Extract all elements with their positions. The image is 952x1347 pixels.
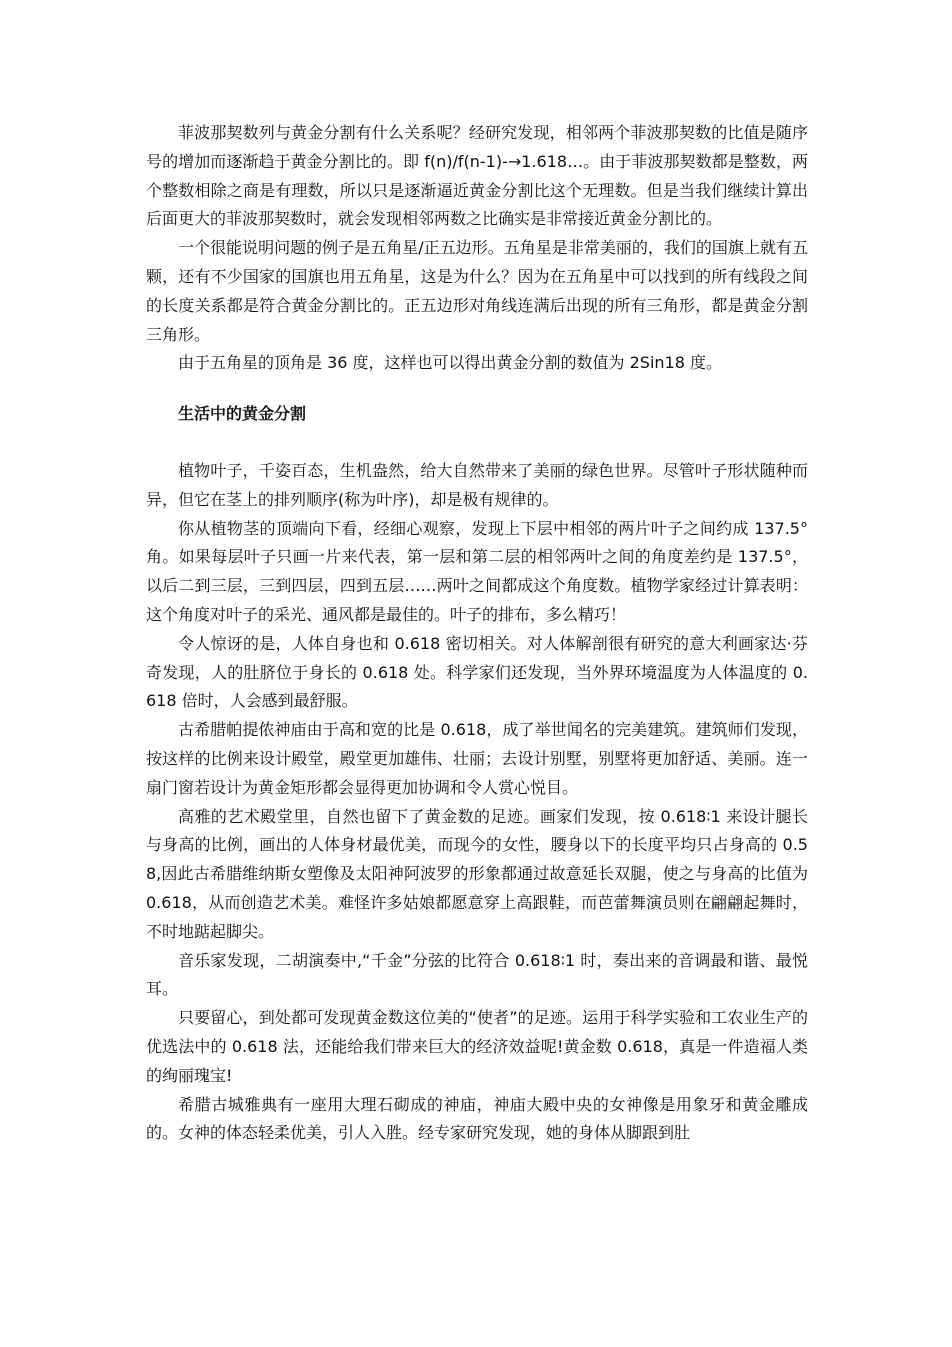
paragraph-athens-temple: 希腊古城雅典有一座用大理石砌成的神庙，神庙大殿中央的女神像是用象牙和黄金雕成的。女神的体态轻柔优美，引人入胜。经专家研究发现，她的身体从脚跟到肚 (146, 1094, 808, 1143)
section-heading: 生活中的黄金分割 (178, 404, 307, 424)
paragraph-art: 高雅的艺术殿堂里，自然也留下了黄金数的足迹。画家们发现，按 0.618∶1 来设计腿长与身高的比例，画出的人体身材最优美，而现今的女性，腰身以下的长度平均只占身高的 0.58,因此古希腊维纳斯女塑像及太阳神阿波罗的形象都通过故意延长双腿，使之与身高的比值为 0.618，从而创造艺术美。难怪许多姑娘都愿意穿上高跟鞋，而芭蕾舞演员则在翩翩起舞时，不时地踮起脚尖。 (146, 806, 808, 941)
paragraph-music: 音乐家发现，二胡演奏中,“千金”分弦的比符合 0.618∶1 时，奏出来的音调最和谐、最悦耳。 (146, 950, 808, 999)
paragraph-leaves: 植物叶子，千姿百态，生机盎然，给大自然带来了美丽的绿色世界。尽管叶子形状随种而异，但它在茎上的排列顺序(称为叶序)，却是极有规律的。 (146, 460, 808, 509)
document-page (146, 119, 808, 1148)
paragraph-golden-number: 只要留心，到处都可发现黄金数这位美的“使者”的足迹。运用于科学实验和工农业生产的优选法中的 0.618 法，还能给我们带来巨大的经济效益呢!黄金数 0.618，真是一件造福人类的绚丽瑰宝! (146, 1008, 808, 1085)
paragraph-parthenon: 古希腊帕提侬神庙由于高和宽的比是 0.618，成了举世闻名的完美建筑。建筑师们发现，按这样的比例来设计殿堂，殿堂更加雄伟、壮丽；去设计别墅，别墅将更加舒适、美丽。连一扇门窗若设计为黄金矩形都会显得更加协调和令人赏心悦目。 (146, 720, 808, 797)
paragraph-human-body: 令人惊讶的是，人体自身也和 0.618 密切相关。对人体解剖很有研究的意大利画家达·芬奇发现，人的肚脐位于身长的 0.618 处。科学家们还发现，当外界环境温度为人体温度的 0.618 倍时，人会感到最舒服。 (146, 633, 808, 711)
paragraph-sin18: 由于五角星的顶角是 36 度，这样也可以得出黄金分割的数值为 2Sin18 度。 (178, 353, 722, 373)
paragraph-fibonacci-golden-ratio: 菲波那契数列与黄金分割有什么关系呢？经研究发现，相邻两个菲波那契数的比值是随序号的增加而逐渐趋于黄金分割比的。即 f(n)/f(n-1)-→1.618…。由于菲波那契数都是整数，两个整数相除之商是有理数，所以只是逐渐逼近黄金分割比这个无理数。但是当我们继续计算出后面更大的菲波那契数时，就会发现相邻两数之比确实是非常接近黄金分割比的。 (146, 123, 808, 229)
paragraph-pentagram: 一个很能说明问题的例子是五角星/正五边形。五角星是非常美丽的，我们的国旗上就有五颗，还有不少国家的国旗也用五角星，这是为什么？因为在五角星中可以找到的所有线段之间的长度关系都是符合黄金分割比的。正五边形对角线连满后出现的所有三角形，都是黄金分割三角形。 (146, 238, 808, 344)
paragraph-leaf-angle: 你从植物茎的顶端向下看，经细心观察，发现上下层中相邻的两片叶子之间约成 137.5°角。如果每层叶子只画一片来代表，第一层和第二层的相邻两叶之间的角度差约是 137.5°，以后二到三层，三到四层，四到五层……两叶之间都成这个角度数。植物学家经过计算表明：这个角度对叶子的采光、通风都是最佳的。叶子的排布，多么精巧！ (146, 518, 808, 624)
